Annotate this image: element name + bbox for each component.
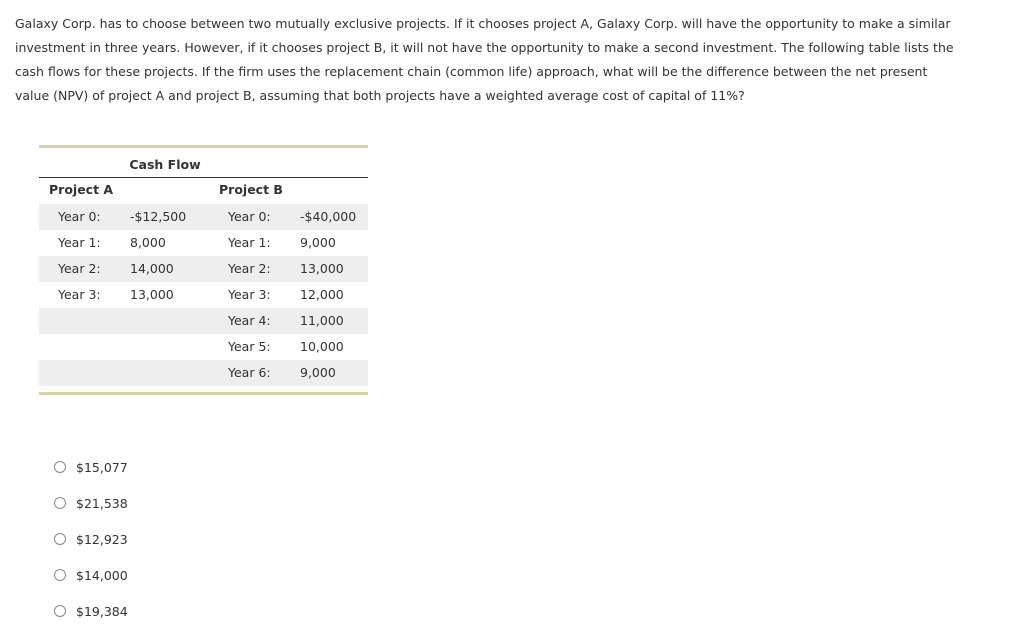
table-row <box>39 308 368 334</box>
project-b-value: 12,000 <box>300 287 344 302</box>
project-b-header: Project B <box>219 182 283 197</box>
radio-button[interactable] <box>54 533 66 545</box>
project-a-value: -$12,500 <box>130 209 187 224</box>
project-b-value: 9,000 <box>300 235 336 250</box>
radio-button[interactable] <box>54 497 66 509</box>
answer-label: $21,538 <box>76 496 128 511</box>
table-row <box>39 334 368 360</box>
radio-button[interactable] <box>54 569 66 581</box>
table-row <box>39 204 368 230</box>
project-b-value: 10,000 <box>300 339 344 354</box>
project-a-year: Year 2: <box>58 261 101 276</box>
project-a-value: 14,000 <box>130 261 174 276</box>
table-row <box>39 230 368 256</box>
caption-divider <box>39 177 368 178</box>
project-a-value: 8,000 <box>130 235 166 250</box>
answer-label: $19,384 <box>76 604 128 619</box>
project-b-value: -$40,000 <box>300 209 357 224</box>
table-row <box>39 256 368 282</box>
question-line: value (NPV) of project A and project B, assuming that both projects have a weighted average cost of capital of 11%? <box>15 88 745 103</box>
project-a-year: Year 1: <box>58 235 101 250</box>
table-top-border <box>39 145 368 148</box>
question-line: Galaxy Corp. has to choose between two mutually exclusive projects. If it chooses project A, Galaxy Corp. will have the opportunity to make a similar <box>15 16 951 31</box>
project-b-year: Year 3: <box>228 287 271 302</box>
project-b-year: Year 1: <box>228 235 271 250</box>
project-b-year: Year 0: <box>228 209 271 224</box>
project-b-value: 9,000 <box>300 365 336 380</box>
question-line: cash flows for these projects. If the firm uses the replacement chain (common life) approach, what will be the difference between the net present <box>15 64 928 79</box>
project-a-value: 13,000 <box>130 287 174 302</box>
project-a-header: Project A <box>49 182 114 197</box>
project-b-year: Year 5: <box>228 339 271 354</box>
project-b-year: Year 4: <box>228 313 271 328</box>
answer-label: $14,000 <box>76 568 128 583</box>
project-a-year: Year 0: <box>58 209 101 224</box>
table-bottom-border <box>39 392 368 395</box>
answer-option[interactable] <box>54 459 254 479</box>
table-caption: Cash Flow <box>129 157 201 172</box>
question-line: investment in three years. However, if it chooses project B, it will not have the opportunity to make a second investment. The following table lists the <box>15 40 954 55</box>
answer-option[interactable] <box>54 567 254 587</box>
project-b-year: Year 2: <box>228 261 271 276</box>
project-b-value: 11,000 <box>300 313 344 328</box>
answer-option[interactable] <box>54 531 254 551</box>
project-b-year: Year 6: <box>228 365 271 380</box>
radio-button[interactable] <box>54 461 66 473</box>
table-row <box>39 282 368 308</box>
table-row <box>39 360 368 386</box>
answer-label: $12,923 <box>76 532 128 547</box>
project-a-year: Year 3: <box>58 287 101 302</box>
answer-label: $15,077 <box>76 460 128 475</box>
answer-option[interactable] <box>54 603 254 623</box>
question-text <box>15 12 1005 108</box>
cash-flow-table <box>39 145 368 396</box>
answer-option[interactable] <box>54 495 254 515</box>
project-b-value: 13,000 <box>300 261 344 276</box>
radio-button[interactable] <box>54 605 66 617</box>
